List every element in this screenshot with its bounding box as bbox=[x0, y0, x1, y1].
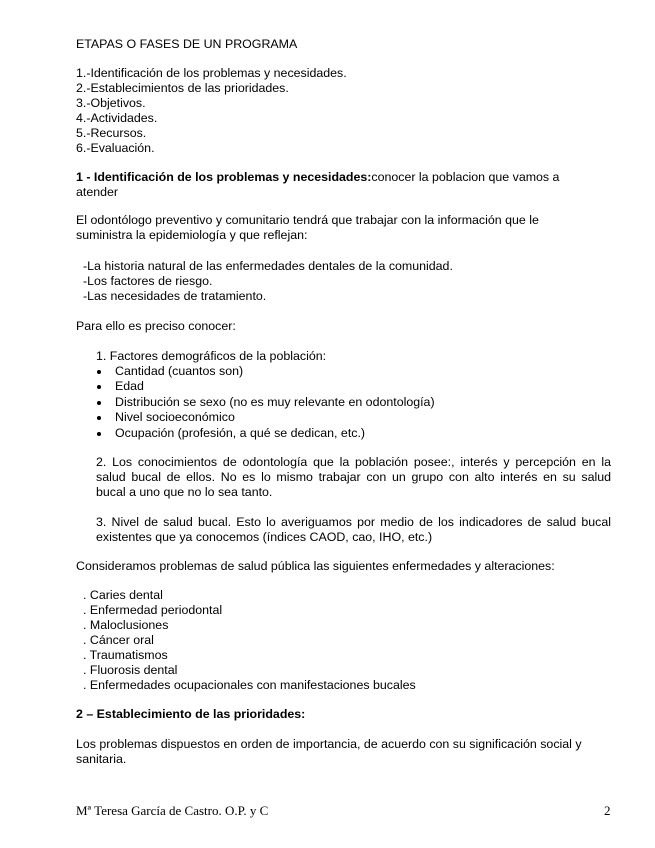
section2-heading: 2 – Establecimiento de las prioridades: bbox=[76, 707, 306, 721]
stage-item: 5.-Recursos. bbox=[76, 126, 147, 140]
footer-author: Mª Teresa García de Castro. O.P. y C bbox=[76, 803, 269, 818]
stage-item: 1.-Identificación de los problemas y necesidades. bbox=[76, 66, 347, 80]
numbered-item: 1. Factores demográficos de la población: bbox=[96, 349, 327, 363]
dash-item: -Las necesidades de tratamiento. bbox=[83, 289, 267, 303]
bullet-item: Distribución se sexo (no es muy relevante en odontología) bbox=[115, 395, 435, 409]
numbered-item-line: 2. Los conocimientos de odontología que la población posee:, interés y percepción en la bbox=[96, 455, 611, 469]
dot-item: . Maloclusiones bbox=[83, 618, 169, 632]
section1-heading-bold: 1 - Identificación de los problemas y necesidades: bbox=[76, 170, 372, 184]
numbered-item-line: salud bucal de ellos. No es lo mismo trabajar con un grupo con alto interés en su salud bbox=[96, 470, 611, 484]
bullet-item: Nivel socioeconómico bbox=[115, 410, 235, 424]
numbered-item-line: bucal a uno que no lo sea tanto. bbox=[96, 485, 273, 499]
numbered-item-line: existentes que ya conocemos (índices CAOD, cao, IHO, etc.) bbox=[96, 530, 433, 544]
bullet-dot-icon bbox=[97, 416, 101, 420]
dot-item: . Caries dental bbox=[83, 588, 163, 602]
dot-item: . Enfermedad periodontal bbox=[83, 603, 223, 617]
bullet-dot-icon bbox=[97, 385, 101, 389]
section1-heading-cont: atender bbox=[76, 185, 119, 199]
stage-item: 6.-Evaluación. bbox=[76, 141, 155, 155]
numbered-item-line: 3. Nivel de salud bucal. Esto lo averiguamos por medio de los indicadores de salud bucal bbox=[96, 515, 611, 529]
paragraph-line: Consideramos problemas de salud pública las siguientes enfermedades y alteraciones: bbox=[76, 559, 555, 573]
dash-item: -La historia natural de las enfermedades dentales de la comunidad. bbox=[83, 259, 453, 273]
page-title: ETAPAS O FASES DE UN PROGRAMA bbox=[76, 37, 298, 51]
bullet-dot-icon bbox=[97, 401, 101, 405]
dot-item: . Fluorosis dental bbox=[83, 663, 178, 677]
bullet-dot-icon bbox=[97, 370, 101, 374]
footer-page-number: 2 bbox=[604, 803, 611, 818]
dot-item: . Traumatismos bbox=[83, 648, 168, 662]
paragraph-line: Los problemas dispuestos en orden de importancia, de acuerdo con su significación social y bbox=[76, 737, 582, 751]
paragraph-line: Para ello es preciso conocer: bbox=[76, 319, 236, 333]
bullet-item: Cantidad (cuantos son) bbox=[115, 364, 244, 378]
paragraph-line: El odontólogo preventivo y comunitario tendrá que trabajar con la información que le bbox=[76, 213, 539, 227]
bullet-dot-icon bbox=[97, 432, 101, 436]
section1-heading bbox=[76, 170, 559, 185]
stage-item: 2.-Establecimientos de las prioridades. bbox=[76, 81, 289, 95]
section1-heading-rest: conocer la poblacion que vamos a bbox=[371, 170, 560, 184]
bullet-item: Edad bbox=[115, 379, 144, 393]
dot-item: . Enfermedades ocupacionales con manifestaciones bucales bbox=[83, 678, 416, 692]
paragraph-line: suministra la epidemiología y que reflejan: bbox=[76, 228, 308, 242]
paragraph-line: sanitaria. bbox=[76, 752, 127, 766]
dash-item: -Los factores de riesgo. bbox=[83, 274, 213, 288]
stage-item: 3.-Objetivos. bbox=[76, 96, 146, 110]
dot-item: . Cáncer oral bbox=[83, 633, 154, 647]
stage-item: 4.-Actividades. bbox=[76, 111, 158, 125]
bullet-item: Ocupación (profesión, a qué se dedican, etc.) bbox=[115, 426, 366, 440]
